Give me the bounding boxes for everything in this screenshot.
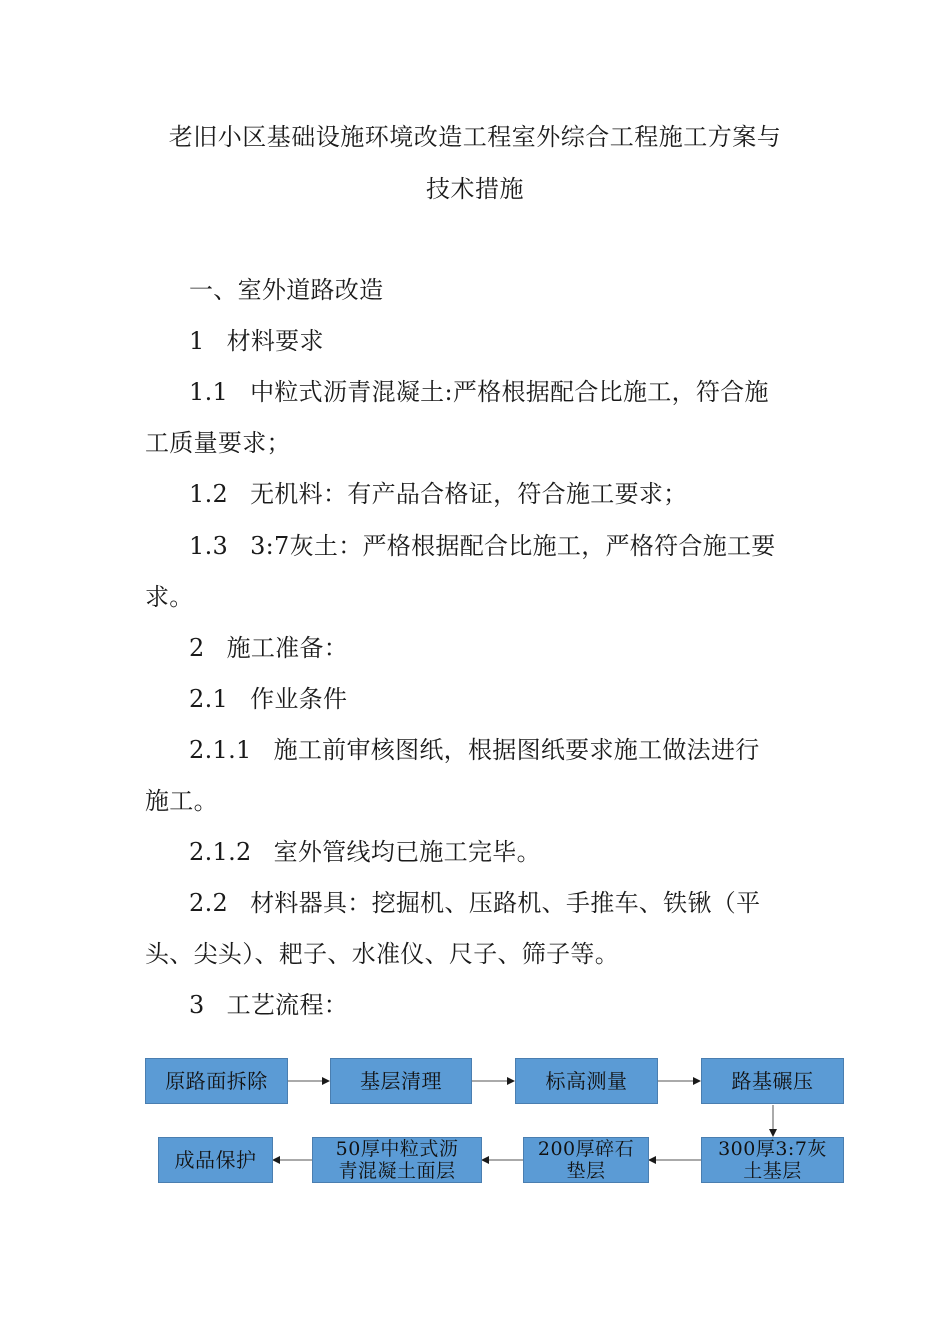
section-number: 2.1.1	[189, 736, 252, 764]
section-text: 室外管线均已施工完毕。	[273, 838, 541, 866]
flow-step-asphalt-surface	[312, 1137, 482, 1183]
section-number: 1.2	[189, 480, 229, 508]
section-text: 材料器具：挖掘机、压路机、手推车、铁锹（平	[250, 889, 761, 917]
section-number: 2.1	[189, 685, 229, 713]
section-text: 3:7灰土：严格根据配合比施工，严格符合施工要	[250, 532, 776, 560]
section-text: 中粒式沥青混凝土:严格根据配合比施工，符合施	[250, 378, 769, 406]
section-number: 2	[189, 634, 205, 662]
flow-step-product-protection: 成品保护	[158, 1137, 273, 1183]
flow-step-line: 200厚碎石	[537, 1138, 635, 1160]
section-number: 1.3	[189, 532, 229, 560]
subsection-heading	[189, 989, 348, 1021]
paragraph-2-1-2	[189, 836, 541, 868]
flow-step-line: 土基层	[743, 1160, 802, 1182]
subsection-heading	[189, 632, 348, 664]
paragraph-1-3-continued: 求。	[145, 583, 194, 611]
section-heading	[189, 274, 383, 306]
section-number: 一、	[189, 276, 238, 304]
flow-step-line: 300厚3:7灰	[718, 1138, 827, 1160]
flow-step-line: 青混凝土面层	[338, 1160, 456, 1182]
paragraph-1-3	[189, 530, 776, 562]
section-text: 无机料：有产品合格证，符合施工要求；	[250, 480, 688, 508]
paragraph-2-1-1-continued: 施工。	[145, 787, 218, 815]
section-text: 材料要求	[226, 327, 324, 355]
paragraph-1-1	[189, 376, 769, 408]
paragraph-1-2	[189, 478, 687, 510]
section-number: 1.1	[189, 378, 229, 406]
section-number: 3	[189, 991, 205, 1019]
section-text: 作业条件	[250, 685, 348, 713]
section-text: 工艺流程：	[226, 991, 349, 1019]
document-title-line-1: 老旧小区基础设施环境改造工程室外综合工程施工方案与	[168, 123, 782, 151]
flow-step-gravel-cushion	[523, 1137, 649, 1183]
section-text: 施工前审核图纸，根据图纸要求施工做法进行	[273, 736, 760, 764]
flow-step-line: 垫层	[566, 1160, 606, 1182]
paragraph-2-1	[189, 683, 347, 715]
section-number: 2.2	[189, 889, 229, 917]
flow-step-elevation-survey: 标高测量	[515, 1058, 658, 1104]
section-text: 室外道路改造	[237, 276, 384, 304]
paragraph-2-2	[189, 887, 760, 919]
flow-step-demolish-pavement: 原路面拆除	[145, 1058, 288, 1104]
document-title-line-2: 技术措施	[426, 175, 524, 203]
subsection-heading	[189, 325, 324, 357]
section-text: 施工准备：	[226, 634, 349, 662]
paragraph-2-1-1	[189, 734, 760, 766]
flow-step-line: 50厚中粒式沥	[335, 1138, 459, 1160]
section-number: 2.1.2	[189, 838, 252, 866]
section-number: 1	[189, 327, 205, 355]
paragraph-1-1-continued: 工质量要求；	[145, 429, 291, 457]
flow-step-compact-subgrade: 路基碾压	[701, 1058, 844, 1104]
flow-step-lime-soil-base	[701, 1137, 844, 1183]
paragraph-2-2-continued: 头、尖头）、耙子、水准仪、尺子、筛子等。	[145, 940, 619, 968]
flow-step-clean-base: 基层清理	[330, 1058, 472, 1104]
